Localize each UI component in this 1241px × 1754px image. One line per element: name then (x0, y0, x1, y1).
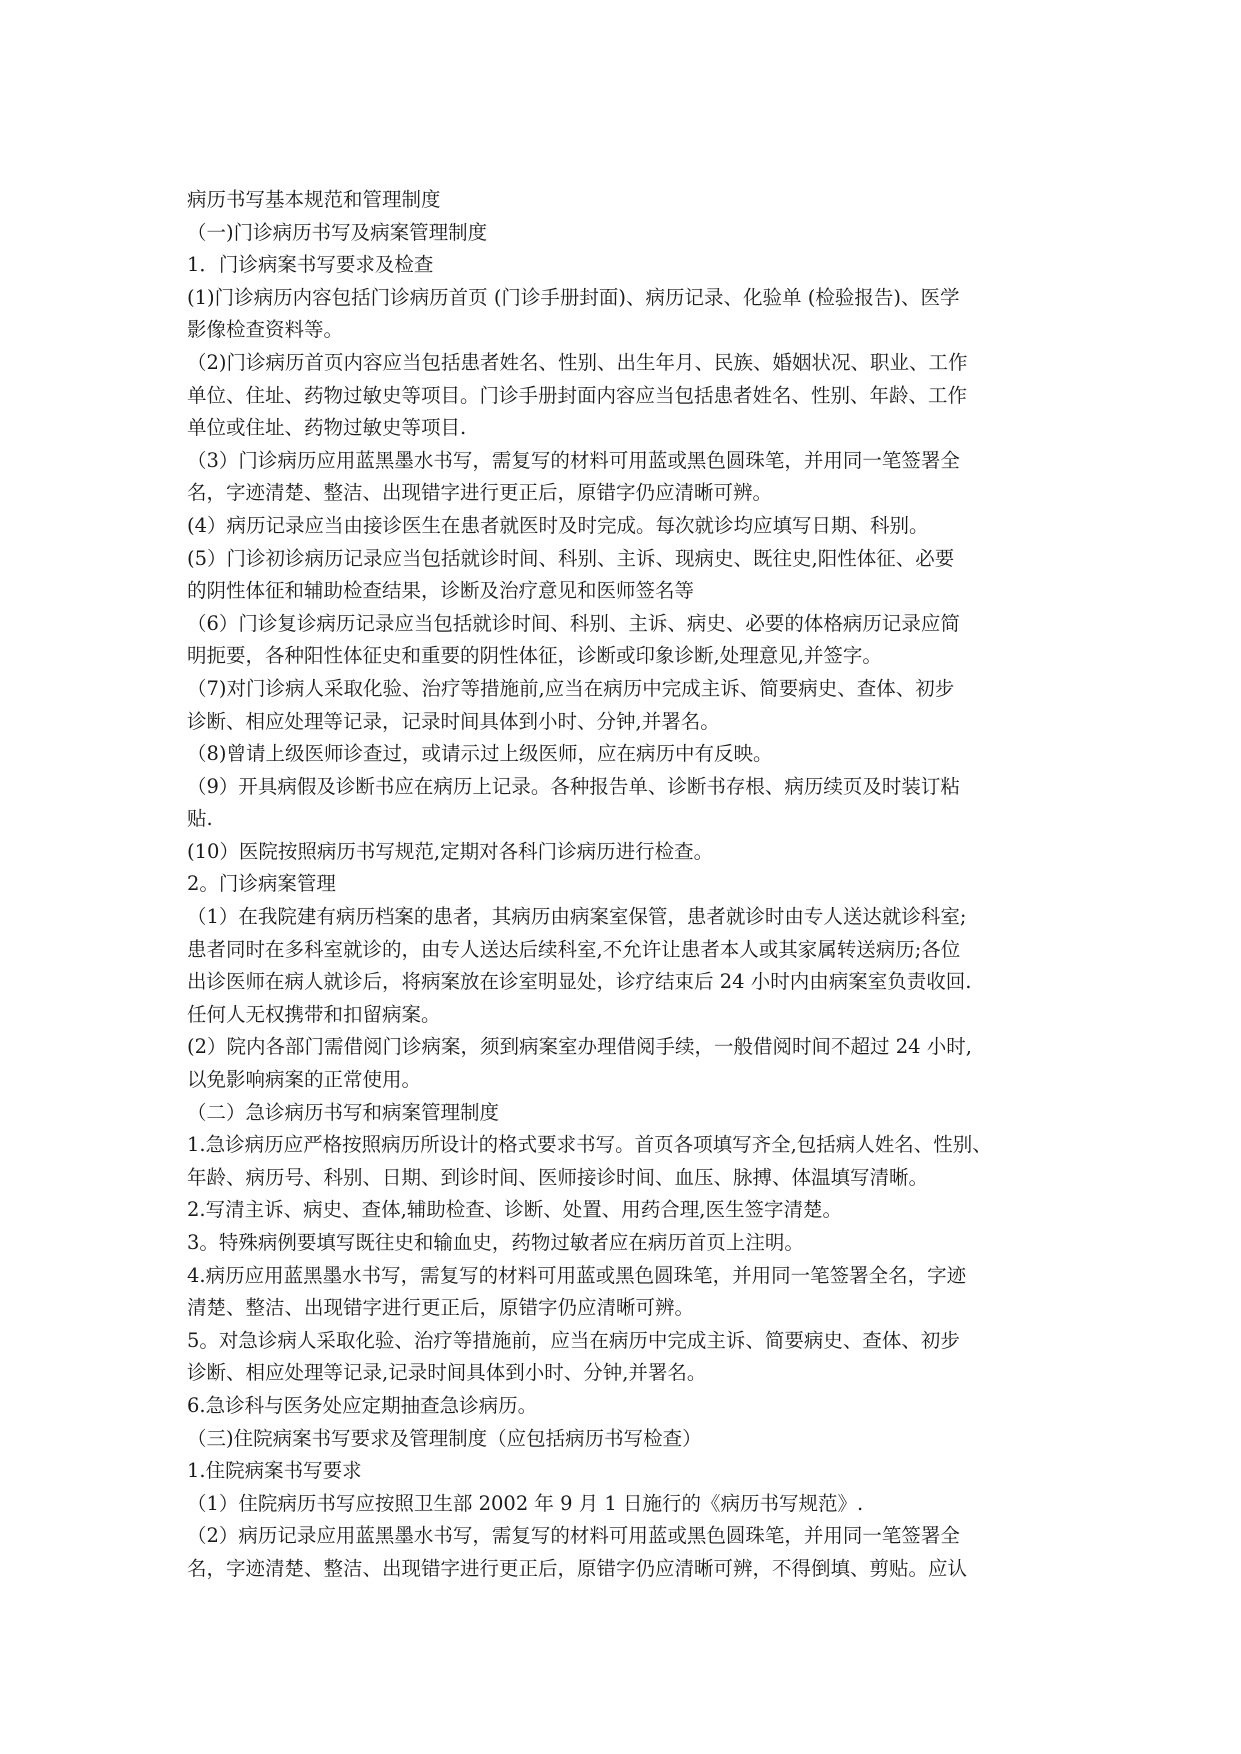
text-line: （1）在我院建有病历档案的患者，其病历由病案室保管，患者就诊时由专人送达就诊科室; (187, 905, 967, 929)
text-line: 以免影响病案的正常使用。 (187, 1068, 422, 1092)
text-line: 出诊医师在病人就诊后，将病案放在诊室明显处，诊疗结束后 24 小时内由病案室负责收回. (187, 970, 972, 994)
text-line: (5）门诊初诊病历记录应当包括就诊时间、科别、主诉、现病史、既往史,阳性体征、必要 (187, 546, 955, 570)
text-line: (2）院内各部门需借阅门诊病案，须到病案室办理借阅手续，一般借阅时间不超过 24 小时, (187, 1035, 972, 1059)
text-line: （8)曾请上级医师诊查过，或请示过上级医师，应在病历中有反映。 (187, 742, 773, 766)
text-line: 单位或住址、药物过敏史等项目. (187, 416, 467, 440)
document-title: 病历书写基本规范和管理制度 (187, 188, 441, 211)
text-line: （7)对门诊病人采取化验、治疗等措施前,应当在病历中完成主诉、简要病史、查体、初步 (187, 676, 955, 700)
text-line: （二）急诊病历书写和病案管理制度 (187, 1100, 500, 1124)
text-line: 年龄、病历号、科别、日期、到诊时间、医师接诊时间、血压、脉搏、体温填写清晰。 (187, 1165, 929, 1189)
text-line: 患者同时在多科室就诊的，由专人送达后续科室,不允许让患者本人或其家属转送病历;各位 (187, 937, 961, 961)
document-body (187, 184, 1057, 1586)
text-line: (10）医院按照病历书写规范,定期对各科门诊病历进行检查。 (187, 839, 714, 863)
text-line: (1)门诊病历内容包括门诊病历首页 (门诊手册封面)、病历记录、化验单 (检验报告)、医学 (187, 285, 960, 309)
text-line: （一)门诊病历书写及病案管理制度 (187, 220, 488, 244)
text-line: 明扼要，各种阳性体征史和重要的阴性体征，诊断或印象诊断,处理意见,并签字。 (187, 644, 882, 668)
text-line: 3。特殊病例要填写既往史和输血史，药物过敏者应在病历首页上注明。 (187, 1231, 804, 1254)
text-line: （1）住院病历书写应按照卫生部 2002 年 9 月 1 日施行的《病历书写规范》. (187, 1491, 864, 1515)
text-line: 6.急诊科与医务处应定期抽查急诊病历。 (187, 1393, 538, 1417)
text-line: 名，字迹清楚、整洁、出现错字进行更正后，原错字仍应清晰可辨，不得倒填、剪贴。应认 (187, 1556, 968, 1580)
text-line: （三)住院病案书写要求及管理制度（应包括病历书写检查） (187, 1426, 702, 1450)
text-line: 贴. (187, 807, 213, 831)
text-line: （2)门诊病历首页内容应当包括患者姓名、性别、出生年月、民族、婚姻状况、职业、工作 (187, 350, 968, 374)
text-line: （9）开具病假及诊断书应在病历上记录。各种报告单、诊断书存根、病历续页及时装订粘 (187, 774, 960, 798)
text-line: (4）病历记录应当由接诊医生在患者就医时及时完成。每次就诊均应填写日期、科别。 (187, 513, 929, 537)
text-line: 2。门诊病案管理 (187, 872, 336, 896)
text-line: 诊断、相应处理等记录,记录时间具体到小时、分钟,并署名。 (187, 1361, 707, 1385)
text-line: 5。对急诊病人采取化验、治疗等措施前，应当在病历中完成主诉、简要病史、查体、初步 (187, 1328, 960, 1352)
text-line: （2）病历记录应用蓝黑墨水书写，需复写的材料可用蓝或黑色圆珠笔，并用同一笔签署全 (187, 1524, 960, 1548)
text-line: 任何人无权携带和扣留病案。 (187, 1002, 441, 1026)
text-line: 单位、住址、药物过敏史等项目。门诊手册封面内容应当包括患者姓名、性别、年龄、工作 (187, 383, 968, 407)
text-line: 1．门诊病案书写要求及检查 (187, 253, 434, 277)
text-line: 1.急诊病历应严格按照病历所设计的格式要求书写。首页各项填写齐全,包括病人姓名、性别、 (187, 1133, 992, 1157)
text-line: 清楚、整洁、出现错字进行更正后，原错字仍应清晰可辨。 (187, 1296, 695, 1320)
text-line: 2.写清主诉、病史、查体,辅助检查、诊断、处置、用药合理,医生签字清楚。 (187, 1198, 843, 1222)
text-line: 影像检查资料等。 (187, 318, 344, 342)
text-line: 1.住院病案书写要求 (187, 1459, 362, 1483)
text-line: 的阴性体征和辅助检查结果，诊断及治疗意见和医师签名等 (187, 579, 695, 603)
text-line: 4.病历应用蓝黑墨水书写，需复写的材料可用蓝或黑色圆珠笔，并用同一笔签署全名，字迹 (187, 1263, 967, 1287)
text-line: （6）门诊复诊病历记录应当包括就诊时间、科别、主诉、病史、必要的体格病历记录应简 (187, 611, 960, 635)
text-line: 名，字迹清楚、整洁、出现错字进行更正后，原错字仍应清晰可辨。 (187, 481, 773, 505)
text-line: （3）门诊病历应用蓝黑墨水书写，需复写的材料可用蓝或黑色圆珠笔，并用同一笔签署全 (187, 448, 960, 472)
text-line: 诊断、相应处理等记录，记录时间具体到小时、分钟,并署名。 (187, 709, 720, 733)
